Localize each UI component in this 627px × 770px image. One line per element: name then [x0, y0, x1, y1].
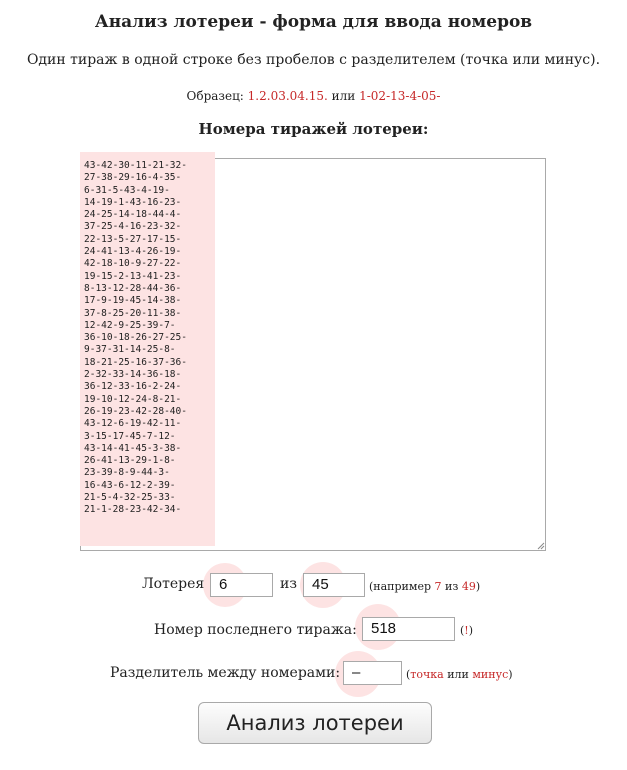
hint-close: ) — [475, 580, 481, 593]
hint-close: ) — [508, 668, 513, 681]
last-draw-hint — [460, 624, 473, 637]
draws-textarea-content[interactable]: 43-42-30-11-21-32- 27-38-29-16-4-35- 6-31-5-43-4-19- 14-19-1-43-16-23- 24-25-14-18-44-4- 37-25-4-16-23-32- 22-13-5-27-17-15- 24-41-13-4-26-19- 42-18-10-9-27-22- 19-15-2-13-41-23- 8-13-12-28-44-36- 17-9-19-45-14-38- 37-8-25-20-11-38- 12-42-9-25-39-7- 36-10-18-26-27-25- 9-37-31-14-25-8- 18-21-25-16-37-36- 2-32-33-14-36-18- 36-12-33-16-2-24- 19-10-12-24-8-21- 26-19-23-42-28-40- 43-12-6-19-42-11- 3-15-17-45-7-12- 43-14-41-45-3-38- 26-41-13-29-1-8- 23-39-8-9-44-3- 16-43-6-12-2-39- 21-5-4-32-25-33- 21-1-28-23-42-34- — [84, 160, 187, 516]
hint-minus: минус — [472, 668, 509, 681]
format-example — [0, 89, 627, 103]
hint-open: ( — [406, 668, 411, 681]
lottery-count-input[interactable]: 6 — [210, 573, 273, 597]
separator-input[interactable]: – — [343, 661, 402, 685]
hint-mark: ! — [464, 624, 469, 637]
example-or: или — [331, 89, 356, 103]
separator-label: Разделитель между номерами: — [110, 665, 341, 681]
hint-or: или — [447, 668, 469, 681]
separator-hint — [406, 668, 513, 681]
analyze-button[interactable]: Анализ лотереи — [198, 702, 432, 744]
hint-dot: точка — [410, 668, 444, 681]
draws-heading: Номера тиражей лотереи: — [198, 120, 429, 138]
lottery-hint — [369, 580, 480, 593]
of-label: из — [280, 576, 297, 592]
last-draw-input[interactable]: 518 — [362, 617, 455, 641]
hint-text: (например — [369, 580, 431, 593]
example-dash-format: 1-02-13-4-05- — [359, 89, 441, 103]
hint-of: из — [445, 580, 459, 593]
lottery-label: Лотерея — [142, 576, 205, 592]
last-draw-label: Номер последнего тиража: — [154, 622, 357, 638]
hint-close: ) — [468, 624, 474, 637]
hint-open: ( — [460, 624, 465, 637]
instructions-text: Один тираж в одной строке без пробелов с разделителем (точка или минус). — [26, 52, 601, 68]
example-dot-format: 1.2.03.04.15. — [247, 89, 328, 103]
example-prefix: Образец: — [186, 89, 244, 103]
hint-total: 49 — [461, 580, 476, 593]
hint-count: 7 — [434, 580, 442, 593]
page-title: Анализ лотереи - форма для ввода номеров — [94, 12, 533, 32]
lottery-total-input[interactable]: 45 — [303, 573, 365, 597]
resize-grip-icon[interactable] — [535, 540, 545, 550]
